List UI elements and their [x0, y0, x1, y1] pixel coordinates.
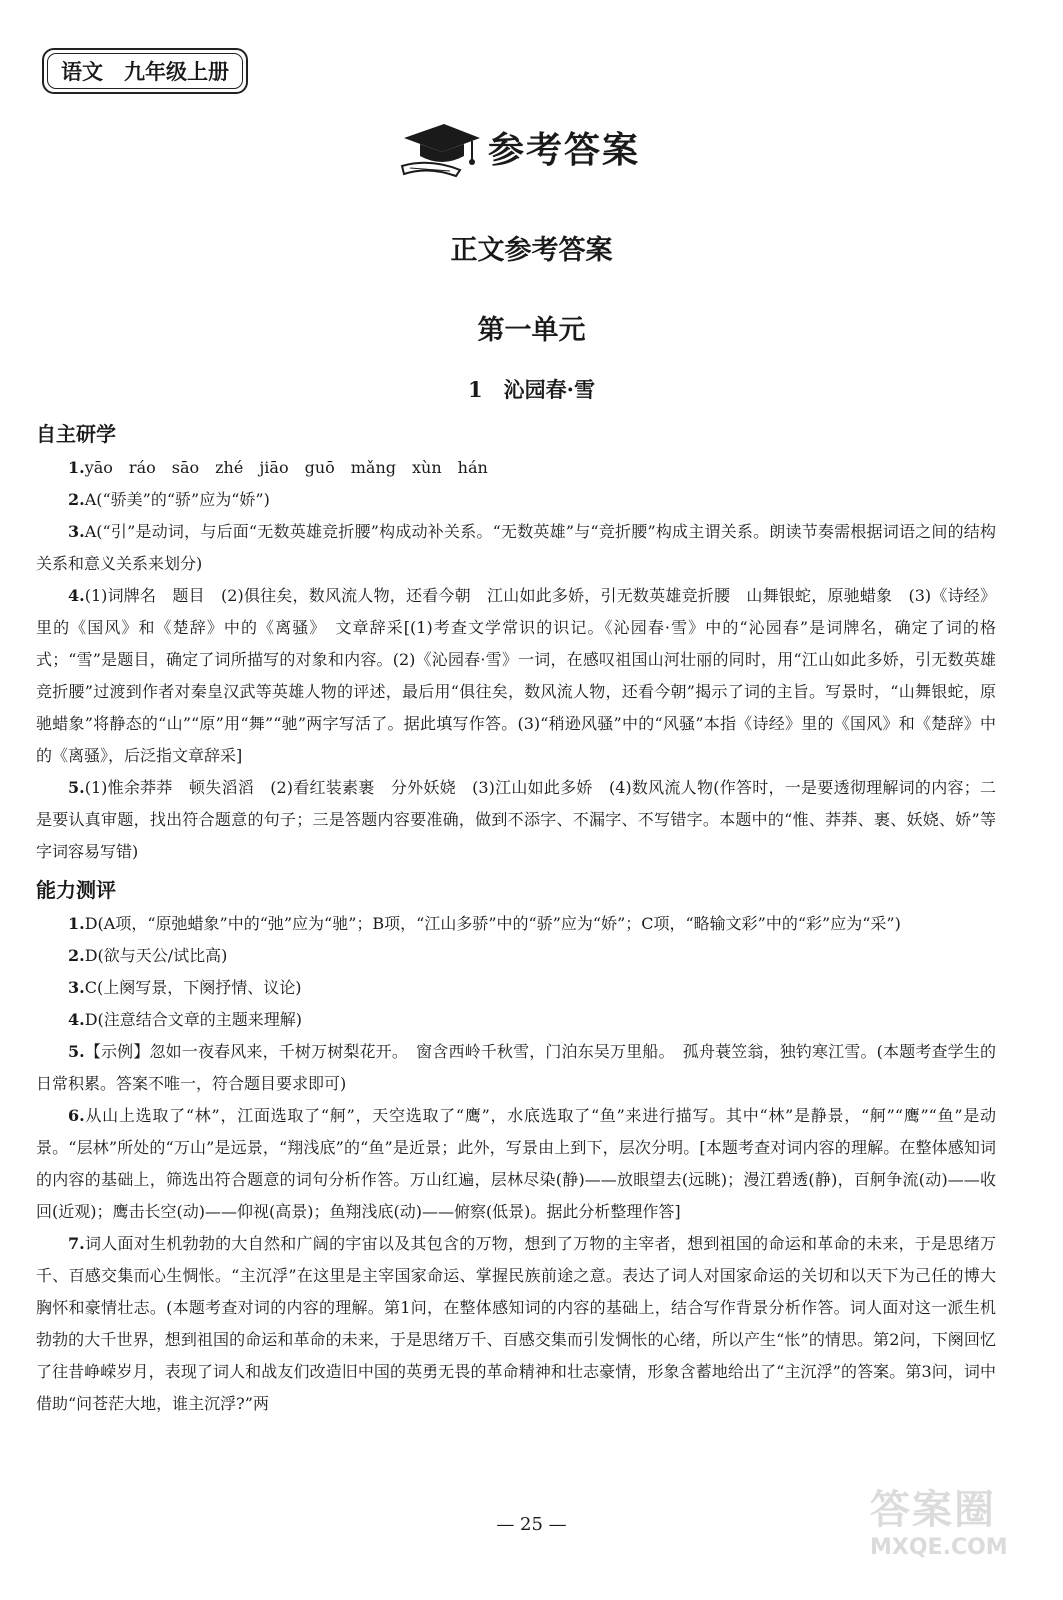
answers-header	[400, 112, 700, 182]
section-heading-ability-test: 能力测评	[36, 878, 116, 902]
answer-item: 2.A(“骄美”的“骄”应为“娇”)	[68, 490, 270, 509]
lesson-title: 1 沁园春·雪	[468, 377, 595, 402]
graduation-cap-icon	[400, 116, 482, 178]
watermark-logo-text: 答案圈	[870, 1487, 996, 1533]
answer-item: 3.A(“引”是动词，与后面“无数英雄竞折腰”构成动补关系。“无数英雄”与“竞折腰”构成主谓关系。朗读节奏需根据词语之间的结构关系和意义关系来划分)	[36, 522, 996, 573]
book-badge-label: 语文 九年级上册	[61, 60, 229, 84]
answer-item: 5.(1)惟余莽莽 顿失滔滔 (2)看红装素裹 分外妖娆 (3)江山如此多娇 (4)数风流人物(作答时，一是要透彻理解词的内容；二是要认真审题，找出符合题意的句子；三是答题内容要准确，做到不添字、不漏字、不写错字。本题中的“惟、莽莽、裹、妖娆、娇”等字词容易写错)	[36, 778, 996, 861]
answer-item: 1.yāo ráo sāo zhé jiāo guō mǎng xùn hán	[68, 458, 488, 477]
book-badge	[42, 48, 248, 94]
page-number: — 25 —	[496, 1514, 567, 1535]
answer-item: 6.从山上选取了“林”，江面选取了“舸”，天空选取了“鹰”，水底选取了“鱼”来进行描写。其中“林”是静景，“舸”“鹰”“鱼”是动景。“层林”所处的“万山”是远景，“翔浅底”的“鱼”是近景；此外，写景由上到下，层次分明。[本题考查对词内容的理解。在整体感知词的内容的基础上，筛选出符合题意的词句分析作答。万山红遍，层林尽染(静)——放眼望去(远眺)；漫江碧透(静)，百舸争流(动)——收回(近观)；鹰击长空(动)——仰视(高景)；鱼翔浅底(动)——俯察(低景)。据此分析整理作答]	[36, 1106, 996, 1221]
self-study-answers	[36, 452, 996, 868]
ability-test-answers	[36, 908, 996, 1420]
header-title-text: 参考答案	[488, 129, 641, 171]
unit-title: 第一单元	[477, 315, 586, 346]
watermark-url-text: MXQE.COM	[870, 1535, 1008, 1560]
site-watermark	[870, 1478, 1040, 1588]
answer-item: 4.D(注意结合文章的主题来理解)	[68, 1010, 303, 1029]
answer-item: 5.【示例】忽如一夜春风来，千树万树梨花开。 窗含西岭千秋雪，门泊东吴万里船。 孤舟蓑笠翁，独钓寒江雪。(本题考查学生的日常积累。答案不唯一，符合题目要求即可)	[36, 1042, 996, 1093]
section-heading-self-study: 自主研学	[36, 422, 116, 446]
main-title: 正文参考答案	[450, 235, 613, 266]
answer-item: 2.D(欲与天公/试比高)	[68, 946, 228, 965]
answer-item: 1.D(A项，“原弛蜡象”中的“弛”应为“驰”；B项，“江山多骄”中的“骄”应为“娇”；C项，“略输文彩”中的“彩”应为“采”)	[68, 914, 901, 933]
answer-item: 7.词人面对生机勃勃的大自然和广阔的宇宙以及其包含的万物，想到了万物的主宰者，想到祖国的命运和革命的未来，于是思绪万千、百感交集而心生惆怅。“主沉浮”在这里是主宰国家命运、掌握民族前途之意。表达了词人对国家命运的关切和以天下为己任的博大胸怀和豪情壮志。(本题考查对词的内容的理解。第1问，在整体感知词的内容的基础上，结合写作背景分析作答。词人面对这一派生机勃勃的大千世界，想到祖国的命运和革命的未来，于是思绪万千、百感交集而引发惆怅的心绪，所以产生“怅”的情思。第2问，下阕回忆了往昔峥嵘岁月，表现了词人和战友们改造旧中国的英勇无畏的革命精神和壮志豪情，形象含蓄地给出了“主沉浮”的答案。第3问，词中借助“问苍茫大地，谁主沉浮?”两	[36, 1234, 996, 1413]
answer-item: 3.C(上阕写景，下阕抒情、议论)	[68, 978, 302, 997]
answer-item: 4.(1)词牌名 题目 (2)俱往矣，数风流人物，还看今朝 江山如此多娇，引无数英雄竞折腰 山舞银蛇，原驰蜡象 (3)《诗经》里的《国风》和《楚辞》中的《离骚》 文章辞采[(1)考查文学常识的识记。《沁园春·雪》中的“沁园春”是词牌名，确定了词的格式；“雪”是题目，确定了词所描写的对象和内容。(2)《沁园春·雪》一词，在感叹祖国山河壮丽的同时，用“江山如此多娇，引无数英雄竞折腰”过渡到作者对秦皇汉武等英雄人物的评述，最后用“俱往矣，数风流人物，还看今朝”揭示了词的主旨。写景时，“山舞银蛇，原驰蜡象”将静态的“山”“原”用“舞”“驰”两字写活了。据此填写作答。(3)“稍逊风骚”中的“风骚”本指《诗经》里的《国风》和《楚辞》中的《离骚》，后泛指文章辞采]	[36, 586, 996, 765]
